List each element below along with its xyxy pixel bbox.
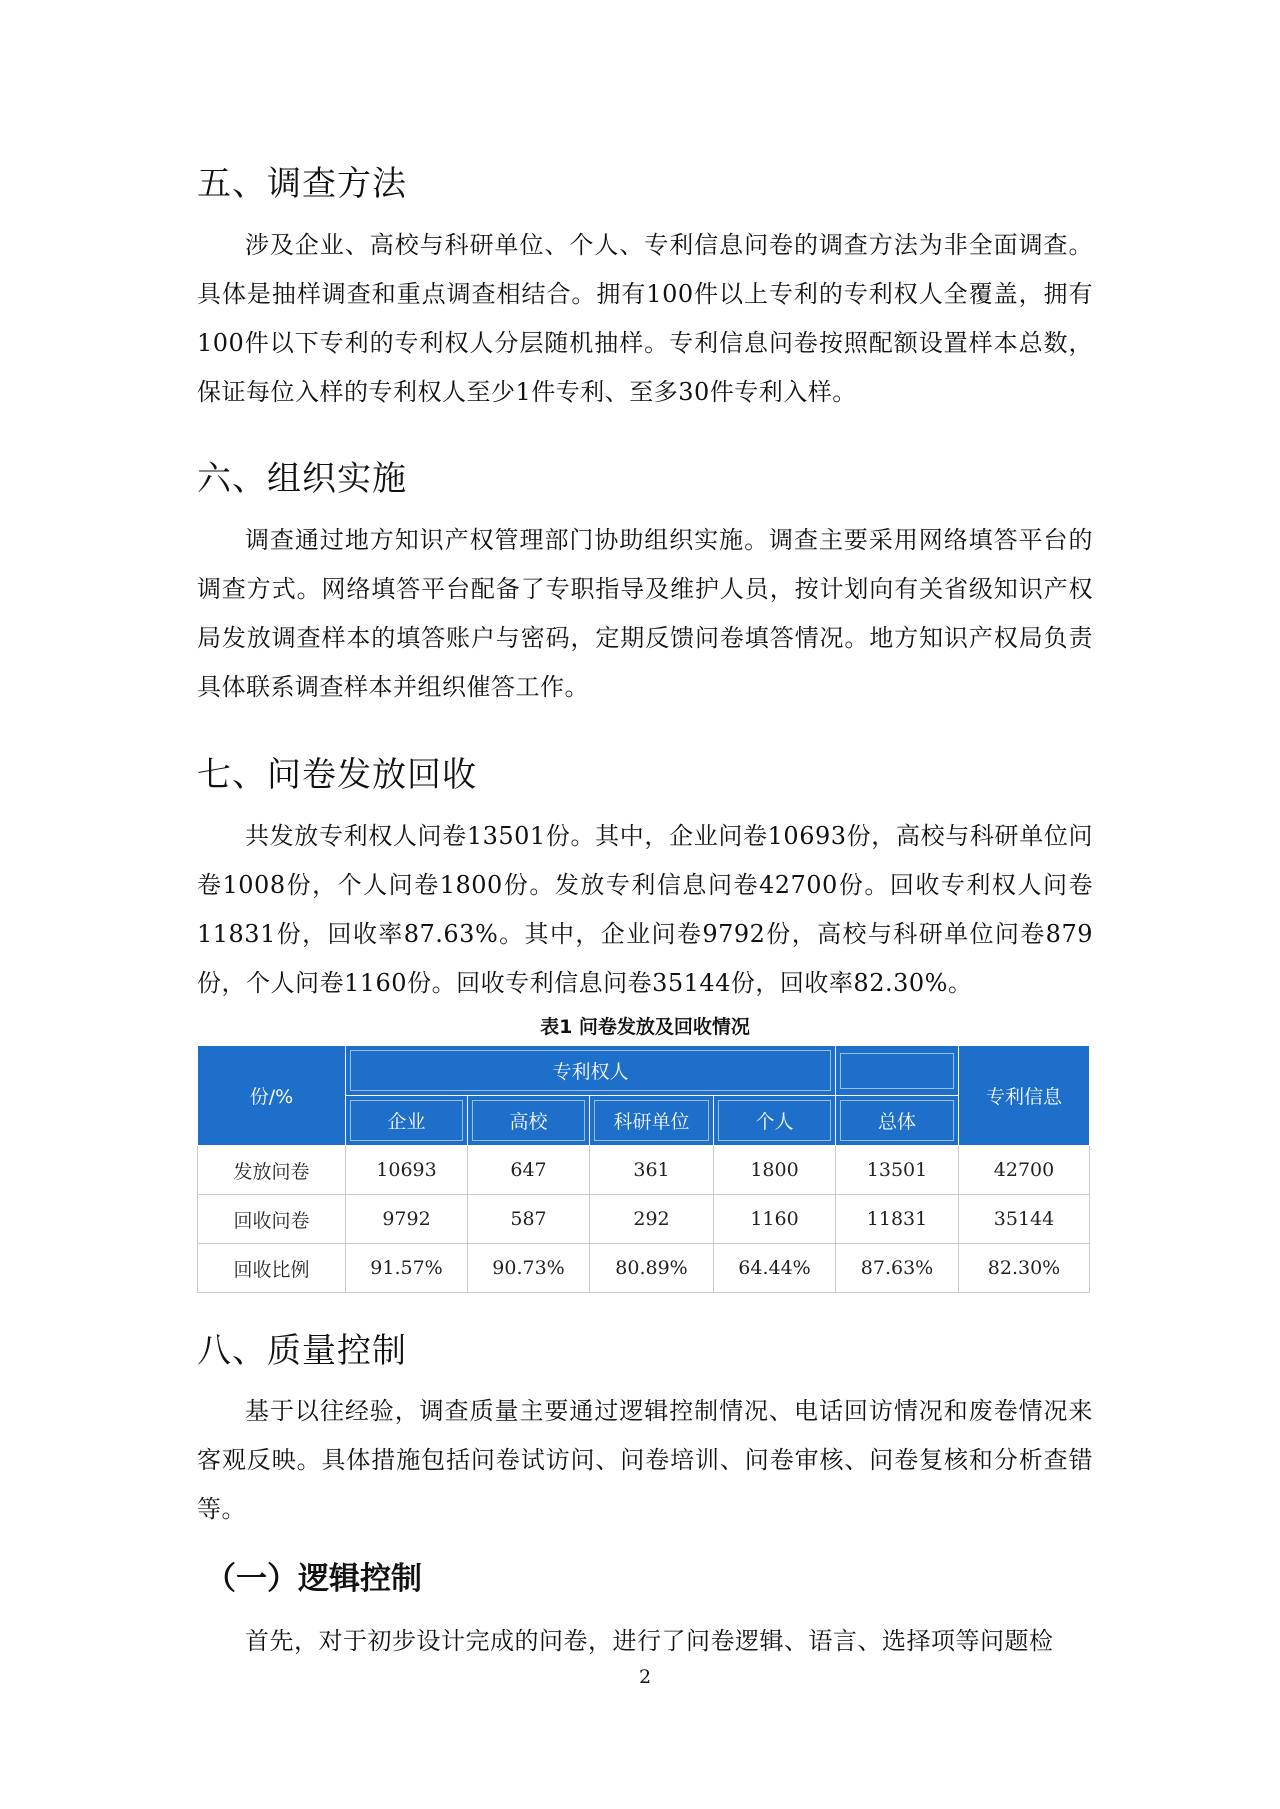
table-cell: 587 bbox=[468, 1195, 590, 1244]
table-cell: 42700 bbox=[959, 1146, 1090, 1195]
row-label: 回收问卷 bbox=[198, 1195, 346, 1244]
subsection-heading-logic-control: （一）逻辑控制 bbox=[205, 1561, 422, 1597]
table-row bbox=[198, 1195, 1090, 1244]
table-cell: 10693 bbox=[346, 1146, 468, 1195]
table-cell: 82.30% bbox=[959, 1244, 1090, 1293]
row-label: 发放问卷 bbox=[198, 1146, 346, 1195]
table-group-blank-label bbox=[840, 1053, 954, 1089]
table-group-label: 专利权人 bbox=[350, 1050, 831, 1091]
table-caption: 表1 问卷发放及回收情况 bbox=[540, 1016, 750, 1038]
table-row bbox=[198, 1146, 1090, 1195]
column-header-university: 高校 bbox=[472, 1100, 585, 1141]
column-header bbox=[836, 1096, 959, 1146]
table-info-label: 专利信息 bbox=[986, 1086, 1063, 1108]
table-cell: 1160 bbox=[714, 1195, 836, 1244]
table-cell: 9792 bbox=[346, 1195, 468, 1244]
table-cell: 80.89% bbox=[590, 1244, 714, 1293]
column-header-individual: 个人 bbox=[718, 1100, 831, 1141]
paragraph-survey-method: 涉及企业、高校与科研单位、个人、专利信息问卷的调查方法为非全面调查。具体是抽样调查和重点调查相结合。拥有100件以上专利的专利权人全覆盖，拥有100件以下专利的专利权人分层随机抽样。专利信息问卷按照配额设置样本总数，保证每位入样的专利权人至少1件专利、至多30件专利入样。 bbox=[197, 231, 1093, 406]
table-cell: 90.73% bbox=[468, 1244, 590, 1293]
survey-table bbox=[197, 1045, 1090, 1293]
column-header bbox=[714, 1096, 836, 1146]
table-cell: 91.57% bbox=[346, 1244, 468, 1293]
table-corner-label: 份/% bbox=[249, 1086, 294, 1108]
section-heading-survey-method: 五、调查方法 bbox=[197, 164, 407, 204]
column-header-enterprise: 企业 bbox=[350, 1100, 463, 1141]
table-cell: 11831 bbox=[836, 1195, 959, 1244]
table-cell: 647 bbox=[468, 1146, 590, 1195]
table-info-header bbox=[959, 1046, 1090, 1146]
table-cell: 13501 bbox=[836, 1146, 959, 1195]
table-cell: 292 bbox=[590, 1195, 714, 1244]
table-cell: 35144 bbox=[959, 1195, 1090, 1244]
row-label: 回收比例 bbox=[198, 1244, 346, 1293]
column-header bbox=[346, 1096, 468, 1146]
table-cell: 361 bbox=[590, 1146, 714, 1195]
table-cell: 64.44% bbox=[714, 1244, 836, 1293]
column-header bbox=[590, 1096, 714, 1146]
section-heading-organization: 六、组织实施 bbox=[197, 459, 407, 499]
table-corner-header bbox=[198, 1046, 346, 1146]
paragraph-quality-control: 基于以往经验，调查质量主要通过逻辑控制情况、电话回访情况和废卷情况来客观反映。具体措施包括问卷试访问、问卷培训、问卷审核、问卷复核和分析查错等。 bbox=[197, 1397, 1093, 1523]
table-group-blank bbox=[836, 1046, 959, 1096]
column-header bbox=[468, 1096, 590, 1146]
section-heading-quality-control: 八、质量控制 bbox=[197, 1331, 407, 1371]
page-number: 2 bbox=[638, 1666, 652, 1688]
paragraph-distribution: 共发放专利权人问卷13501份。其中，企业问卷10693份，高校与科研单位问卷1008份，个人问卷1800份。发放专利信息问卷42700份。回收专利权人问卷11831份，回收率87.63%。其中，企业问卷9792份，高校与科研单位问卷879份，个人问卷1160份。回收专利信息问卷35144份，回收率82.30%。 bbox=[197, 822, 1093, 997]
table-cell: 1800 bbox=[714, 1146, 836, 1195]
table-cell: 87.63% bbox=[836, 1244, 959, 1293]
paragraph-logic-control: 首先，对于初步设计完成的问卷，进行了问卷逻辑、语言、选择项等问题检 bbox=[245, 1627, 1054, 1655]
column-header-research: 科研单位 bbox=[594, 1100, 709, 1141]
section-heading-distribution: 七、问卷发放回收 bbox=[197, 755, 477, 795]
paragraph-organization: 调查通过地方知识产权管理部门协助组织实施。调查主要采用网络填答平台的调查方式。网络填答平台配备了专职指导及维护人员，按计划向有关省级知识产权局发放调查样本的填答账户与密码，定期反馈问卷填答情况。地方知识产权局负责具体联系调查样本并组织催答工作。 bbox=[197, 526, 1093, 701]
column-header-total: 总体 bbox=[840, 1100, 954, 1141]
table-group-header bbox=[346, 1046, 836, 1096]
table-row bbox=[198, 1244, 1090, 1293]
